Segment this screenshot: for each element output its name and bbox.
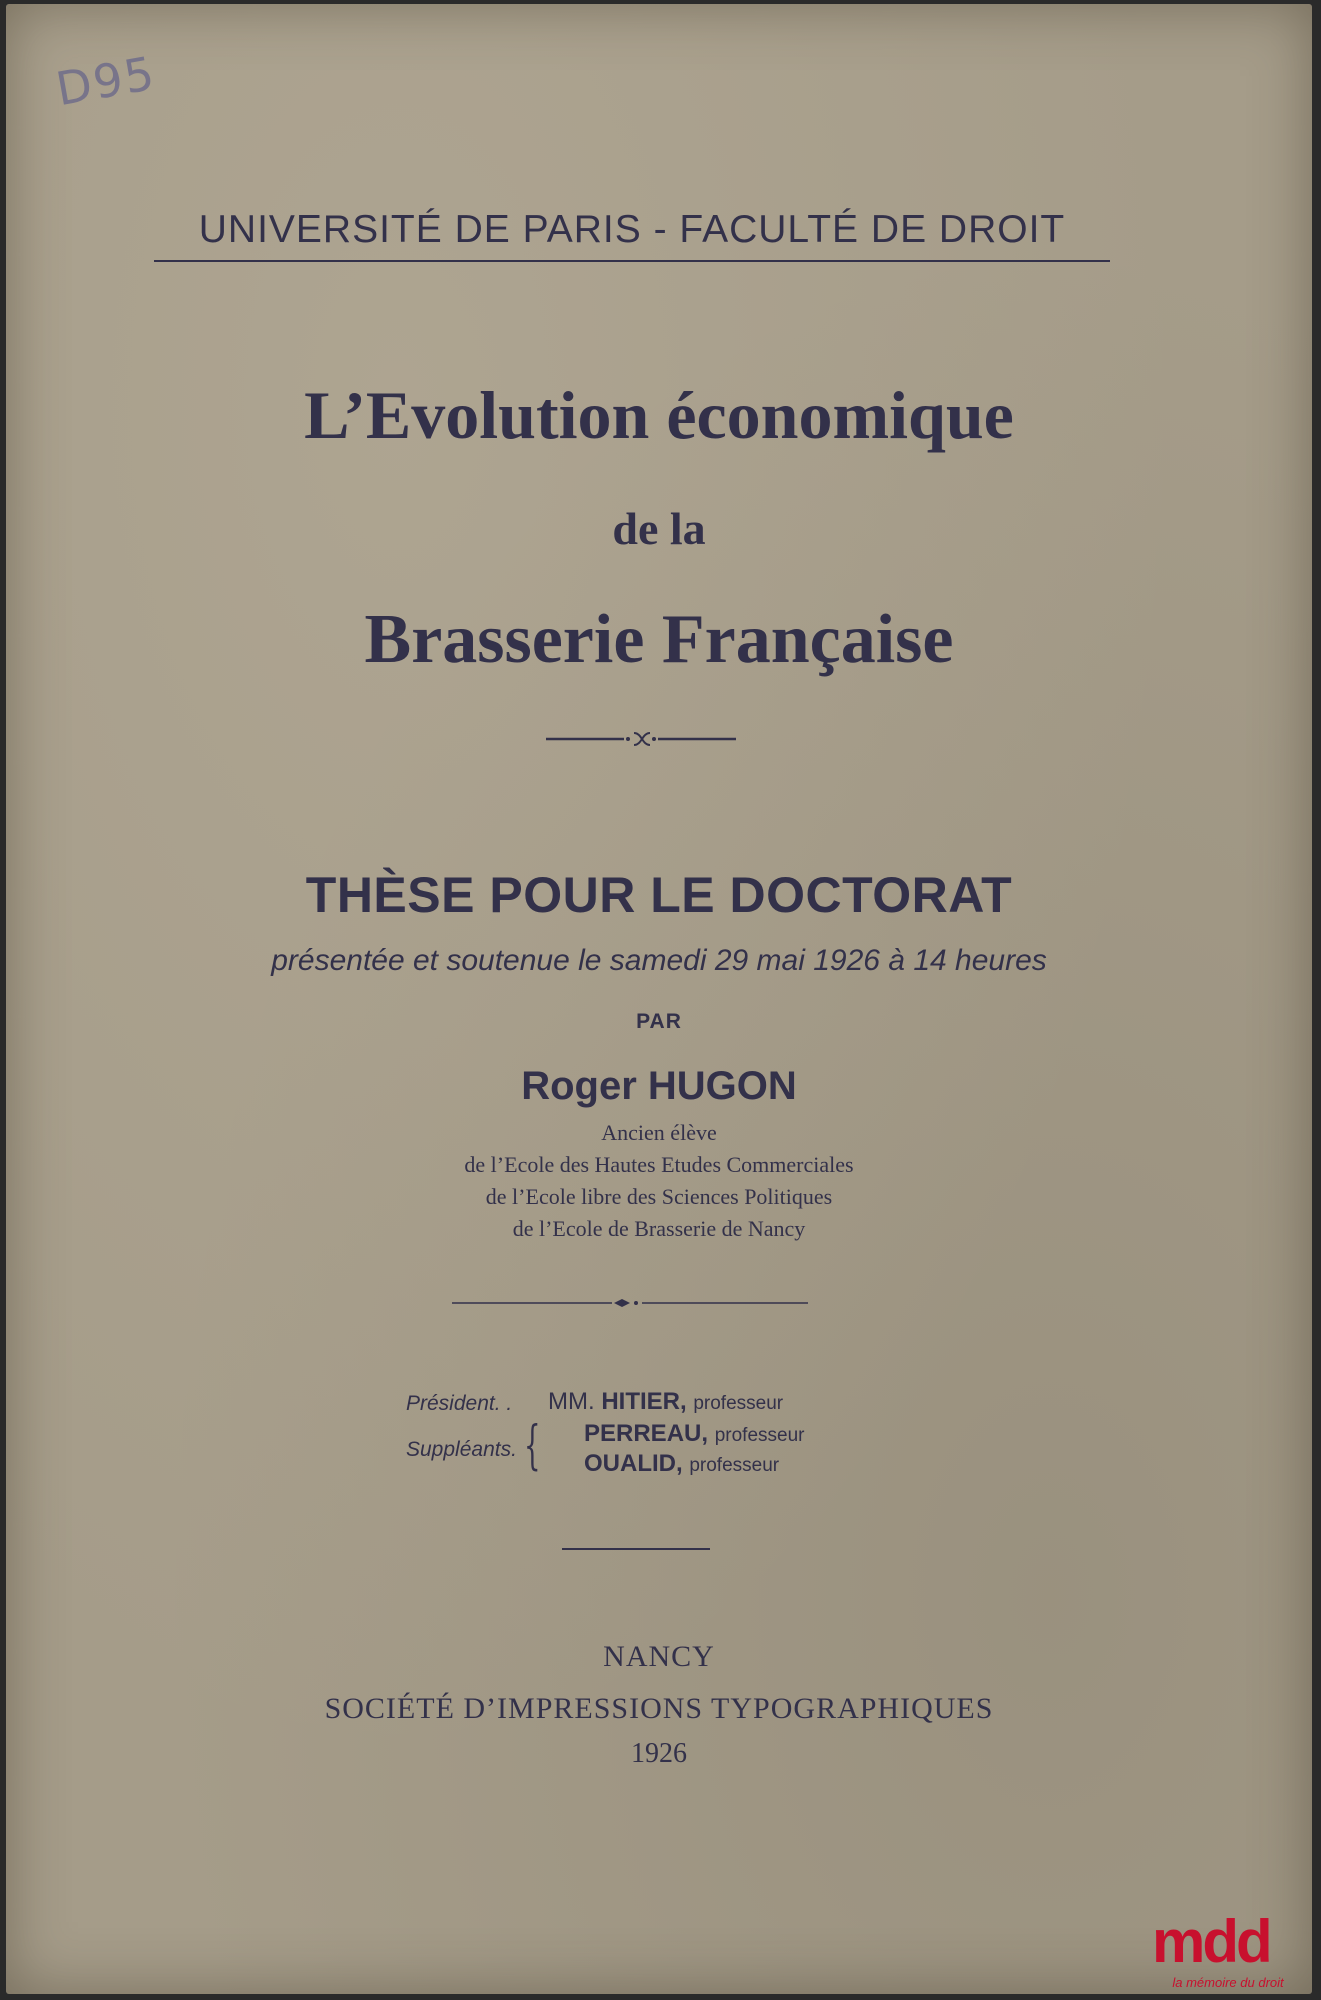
imprint-city: NANCY — [603, 1640, 715, 1673]
substitutes-label: Suppléants. — [406, 1438, 517, 1461]
jury-member-rank: professeur — [689, 1455, 780, 1476]
handwritten-annotation: D95 — [52, 45, 160, 117]
jury-member-name: HITIER, — [601, 1388, 687, 1415]
watermark-mark: mdd — [1152, 1908, 1270, 1975]
short-divider — [562, 1548, 710, 1550]
thesis-heading: THÈSE POUR LE DOCTORAT — [305, 867, 1013, 923]
credential-line: Ancien élève — [601, 1120, 717, 1145]
jury-member-name: OUALID, — [584, 1450, 683, 1477]
jury-member-name: PERREAU, — [584, 1420, 709, 1447]
watermark-logo — [1148, 1908, 1308, 1990]
title-ornament — [546, 724, 736, 754]
brace-symbol: { — [524, 1416, 541, 1476]
watermark-tagline: la mémoire du droit — [1172, 1975, 1284, 1990]
jury-member-rank: professeur — [714, 1425, 805, 1446]
by-label: PAR — [636, 1010, 682, 1033]
book-cover — [6, 4, 1312, 1994]
title-line-3: Brasserie Française — [364, 601, 954, 678]
jury-member — [548, 1388, 783, 1416]
university-header: UNIVERSITÉ DE PARIS - FACULTÉ DE DROIT — [198, 208, 1066, 251]
jury-member — [584, 1450, 779, 1478]
section-divider — [452, 1296, 808, 1310]
header-underline — [154, 260, 1110, 262]
title-line-1: L’Evolution économique — [304, 377, 1014, 453]
jury-member — [584, 1420, 804, 1448]
president-label: Président. . — [406, 1392, 513, 1415]
thesis-subtitle: présentée et soutenue le samedi 29 mai 1926 à 14 heures — [271, 944, 1047, 977]
title-line-2: de la — [612, 503, 706, 554]
credential-line: de l’Ecole de Brasserie de Nancy — [512, 1216, 806, 1241]
jury-member-rank: professeur — [693, 1393, 784, 1414]
credential-line: de l’Ecole libre des Sciences Politiques — [485, 1184, 833, 1209]
imprint-year: 1926 — [631, 1738, 687, 1769]
credential-line: de l’Ecole des Hautes Etudes Commerciales — [464, 1152, 854, 1177]
jury-list — [6, 1386, 1312, 1476]
imprint-publisher: SOCIÉTÉ D’IMPRESSIONS TYPOGRAPHIQUES — [324, 1692, 994, 1725]
author-name: Roger HUGON — [521, 1064, 797, 1108]
jury-prefix: MM. — [548, 1388, 595, 1415]
